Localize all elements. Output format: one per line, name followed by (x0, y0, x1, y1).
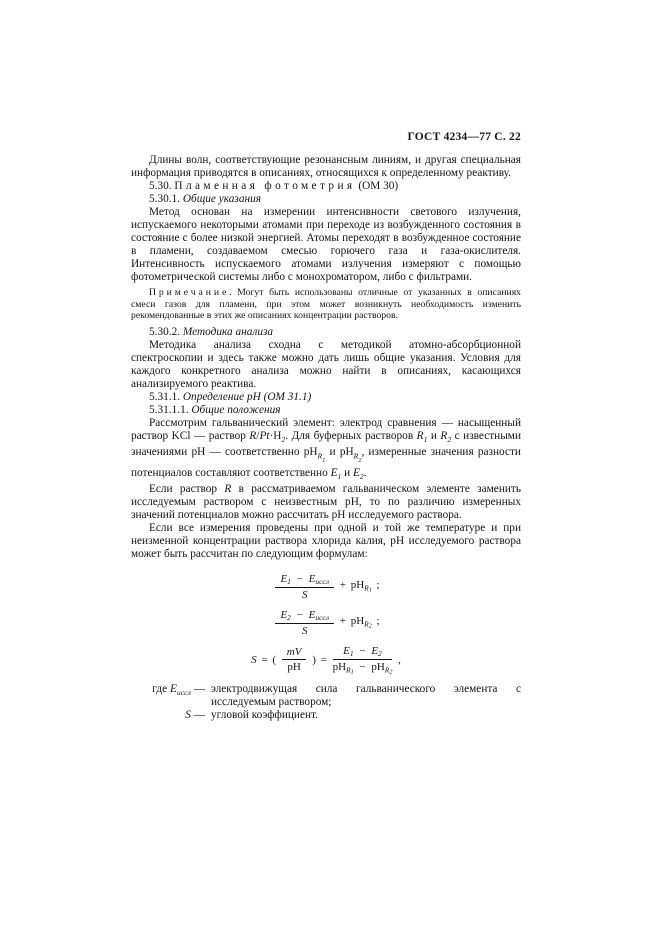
formula-ph-2 (131, 609, 521, 637)
formula-block (131, 573, 521, 675)
formula-equals: ) = (312, 653, 327, 666)
paragraph-wavelengths: Длины волн, соответствующие резонансным линиям, и другая специальная информация приводятся в описаниях, относящихся к определенному реактиву. (131, 154, 521, 179)
fraction-denominator: $pH_{R1} - pH_{R2}$ (332, 660, 393, 675)
section-heading-5-30-1: 5.30.1. Общие указания (149, 193, 261, 205)
paragraph-analysis-method: Методика анализа сходна с методикой атомно-абсорбционной спектроскопии и здесь также можно дать лишь общие указания. Условия для каждого конкретного анализа можно найти в описаниях, касающихся анализируемого реактива. (131, 338, 521, 390)
fraction-e1-e2 (333, 645, 393, 675)
fraction-numerator: mV (282, 646, 307, 660)
where-term-s: S — (185, 708, 205, 721)
where-definition-emf: электродвижущая сила гальванического элемента с исследуемым раствором; (211, 682, 521, 708)
note-paragraph: Примечание. Могут быть использованы отличные от указанных в описаниях смеси газов для пламени, при этом может возникнуть необходимость изменить рекомендованные в этих же описаниях концентрации растворов. (131, 287, 521, 322)
formula-ph-1 (131, 573, 521, 601)
fraction-denominator: S (301, 624, 308, 637)
fraction-numerator: E2 − Eиссл (275, 609, 334, 624)
paragraph-replace-solution: Если раствор R в рассматриваемом гальваническом элементе заменить исследуемым раствором с неизвестным pH, то по различию измеренных значений потенциалов можно рассчитать pH исследуемого раствора. (131, 482, 521, 521)
section-heading-5-30: 5.30. Пламенная фотометрия (ОМ 30) (149, 180, 399, 192)
fraction-mv-ph (282, 646, 307, 673)
fraction-e2 (275, 609, 334, 637)
formula-slope-coefficient (131, 645, 521, 675)
section-heading-5-31-1: 5.31.1. Определение pH (ОМ 31.1) (149, 390, 312, 403)
paragraph-conditions: Если все измерения проведены при одной и той же температуре и при неизменной концентрации раствора хлорида калия, pH исследуемого раствора может быть рассчитан по следующим формулам: (131, 521, 521, 560)
section-heading-5-31-1-1: 5.31.1.1. Общие положения (149, 403, 281, 416)
fraction-numerator: E1 − E2 (333, 645, 393, 660)
where-clause (131, 683, 521, 722)
document-body (131, 131, 521, 722)
fraction-e1 (275, 573, 334, 601)
fraction-denominator: pH (287, 661, 301, 674)
section-heading-5-30-2: 5.30.2. Методика анализа (149, 325, 274, 338)
page-header: ГОСТ 4234—77 С. 22 (407, 131, 521, 143)
formula-tail: , (398, 653, 401, 666)
fraction-numerator: E1 − Eиссл (275, 573, 334, 588)
where-term-e-issl: где $E_{иссл}$ — (152, 682, 205, 697)
paragraph-method-description: Метод основан на измерении интенсивности светового излучения, испускаемого некоторыми атомами при переходе из возбужденного состояния в состояние с более низкой энергией. Атомы переходят в возбужденное состояние в пламени, создаваемом смесью горючего газа и газа-окислителя. Интенсивность испускаемого атомами излучения измеряют с помощью фотометрической системы либо с монохроматором, либо с фильтрами. (131, 206, 521, 283)
formula-lead: S = ( (251, 653, 277, 666)
formula-tail: + $pH_{R1}$ ; (339, 579, 380, 594)
paragraph-galvanic-cell: Рассмотрим гальванический элемент: электрод сравнения — насыщенный раствор KCl — раствор $R/Pt\cdot H_2$. Для буферных растворов $R_1$ и $R_2$ с известными значениями pH — соответственно $pH_{R1}$ и $pH_{R2}$, измеренные значения разности потенциалов составляют соответственно $E_1$ и $E_2$. (131, 416, 522, 481)
fraction-denominator: S (301, 588, 308, 601)
formula-tail: + $pH_{R2}$ ; (339, 615, 380, 630)
where-definition-slope: угловой коэффициент. (211, 708, 318, 721)
